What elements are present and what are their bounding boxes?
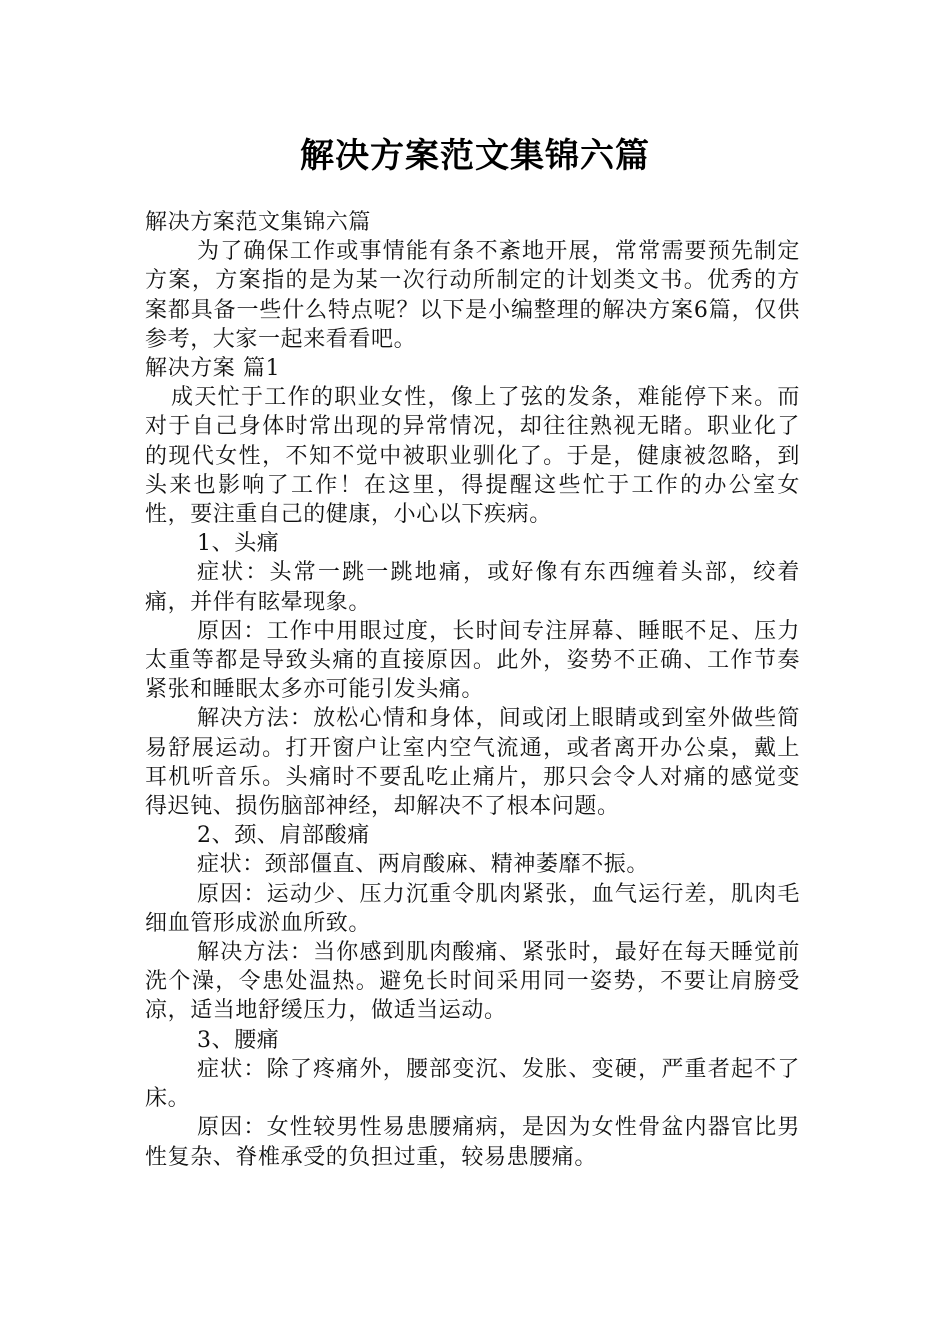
paragraph: 解决方法：放松心情和身体，间或闭上眼睛或到室外做些简易舒展运动。打开窗户让室内空气流通，或者离开办公桌，戴上耳机听音乐。头痛时不要乱吃止痛片，那只会令人对痛的感觉变得迟钝、损伤脑部神经，却解决不了根本问题。 (145, 706, 800, 820)
paragraph: 解决方案范文集锦六篇 (145, 210, 372, 235)
paragraph: 原因：工作中用眼过度，长时间专注屏幕、睡眠不足、压力太重等都是导致头痛的直接原因。此外，姿势不正确、工作节奏紧张和睡眠太多亦可能引发头痛。 (145, 618, 800, 703)
paragraph: 1、头痛 (197, 531, 280, 557)
paragraph: 症状：颈部僵直、两肩酸麻、精神萎靡不振。 (197, 852, 650, 878)
paragraph: 解决方法：当你感到肌肉酸痛、紧张时，最好在每天睡觉前洗个澡，令患处温热。避免长时间采用同一姿势，不要让肩膀受凉，适当地舒缓压力，做适当运动。 (145, 940, 800, 1024)
paragraph: 症状：头常一跳一跳地痛，或好像有东西缠着头部，绞着痛，并伴有眩晕现象。 (145, 560, 800, 615)
paragraph: 解决方案 篇1 (145, 356, 281, 382)
paragraph: 原因：女性较男性易患腰痛病，是因为女性骨盆内器官比男性复杂、脊椎承受的负担过重，较易患腰痛。 (145, 1115, 800, 1170)
paragraph: 症状：除了疼痛外，腰部变沉、发胀、变硬，严重者起不了床。 (145, 1056, 800, 1112)
paragraph: 2、颈、肩部酸痛 (197, 823, 370, 849)
paragraph: 为了确保工作或事情能有条不紊地开展，常常需要预先制定方案，方案指的是为某一次行动所制定的计划类文书。优秀的方案都具备一些什么特点呢？以下是小编整理的解决方案6篇，仅供参考，大家一起来看看吧。 (145, 239, 800, 352)
document-body (145, 208, 800, 1172)
paragraph: 原因：运动少、压力沉重令肌肉紧张，血气运行差，肌肉毛细血管形成淤血所致。 (145, 881, 800, 936)
paragraph: 成天忙于工作的职业女性，像上了弦的发条，难能停下来。而对于自己身体时常出现的异常情况，却往往熟视无睹。职业化了的现代女性，不知不觉中被职业驯化了。于是，健康被忽略，到头来也影响了工作！在这里，得提醒这些忙于工作的办公室女性，要注重自己的健康，小心以下疾病。 (145, 385, 800, 528)
paragraph: 3、腰痛 (197, 1027, 280, 1053)
document-title: 解决方案范文集锦六篇 (300, 136, 650, 176)
